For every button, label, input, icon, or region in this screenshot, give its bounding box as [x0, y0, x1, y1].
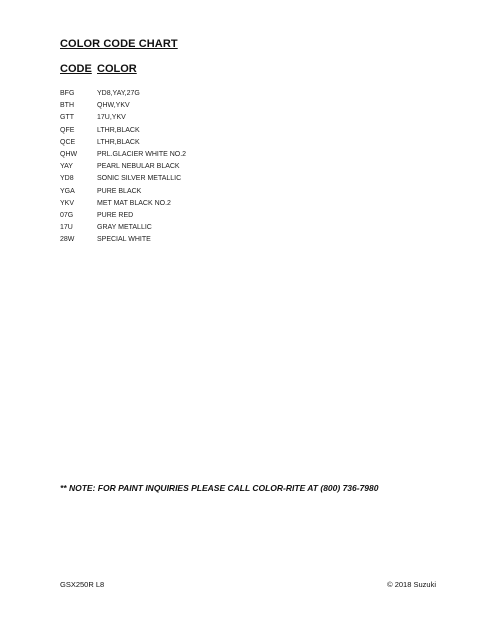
color-name: MET MAT BLACK NO.2: [97, 199, 171, 207]
table-row: [60, 234, 360, 246]
color-name: LTHR,BLACK: [97, 138, 140, 146]
color-column-header: COLOR: [97, 63, 137, 75]
table-row: [60, 186, 360, 198]
color-code: YKV: [60, 199, 75, 207]
color-code-list: [60, 88, 360, 246]
table-row: [60, 88, 360, 100]
color-code: 28W: [60, 236, 75, 244]
color-name: SPECIAL WHITE: [97, 236, 151, 244]
color-name: LTHR,BLACK: [97, 126, 140, 134]
color-name: PRL.GLACIER WHITE NO.2: [97, 150, 187, 158]
color-code: YGA: [60, 187, 75, 195]
table-row: [60, 100, 360, 112]
color-name: PEARL NEBULAR BLACK: [97, 163, 180, 171]
code-column-header: CODE: [60, 63, 92, 75]
color-name: QHW,YKV: [97, 102, 130, 110]
table-row: [60, 210, 360, 222]
color-name: 17U,YKV: [97, 114, 126, 122]
color-code: 07G: [60, 211, 74, 219]
color-code: GTT: [60, 114, 74, 122]
copyright-footer: © 2018 Suzuki: [387, 580, 436, 589]
color-code: YD8: [60, 175, 74, 183]
color-name: SONIC SILVER METALLIC: [97, 175, 182, 183]
table-row: [60, 149, 360, 161]
table-row: [60, 198, 360, 210]
color-name: PURE BLACK: [97, 187, 142, 195]
color-code: YAY: [60, 163, 73, 171]
color-code: 17U: [60, 224, 73, 232]
table-row: [60, 112, 360, 124]
table-row: [60, 125, 360, 137]
color-name: GRAY METALLIC: [97, 224, 152, 232]
color-code: QHW: [60, 150, 78, 158]
model-footer: GSX250R L8: [60, 580, 105, 589]
color-code: BTH: [60, 102, 74, 110]
table-row: [60, 222, 360, 234]
color-name: PURE RED: [97, 211, 134, 219]
color-code: QFE: [60, 126, 75, 134]
table-row: [60, 137, 360, 149]
table-row: [60, 173, 360, 185]
color-code: QCE: [60, 138, 76, 146]
paint-inquiry-note: ** NOTE: FOR PAINT INQUIRIES PLEASE CALL COLOR-RITE AT (800) 736-7980: [60, 483, 379, 493]
page-title: COLOR CODE CHART: [60, 38, 178, 50]
table-row: [60, 161, 360, 173]
color-name: YD8,YAY,27G: [97, 90, 140, 97]
color-code: BFG: [60, 90, 75, 97]
